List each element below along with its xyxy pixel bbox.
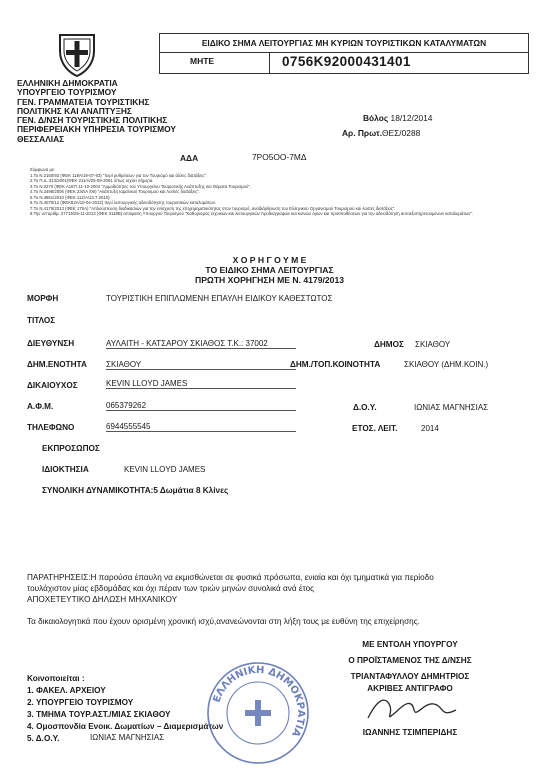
distribution-item: 3. ΤΜΗΜΑ ΤΟΥΡ.ΑΣΤ./ΜΙΑΣ ΣΚΙΑΘΟΥ	[27, 710, 171, 719]
reference-item: 4.Το Ν.3498/2006 (ΦΕΚ 230/Α /06) "Ανάπτυξη Ιαματικού Τουρισμού και Λοιπές διατάξεις".	[30, 189, 201, 194]
distribution-item: 1. ΦΑΚΕΛ. ΑΡΧΕΙΟΥ	[27, 686, 106, 695]
morfi-value: ΤΟΥΡΙΣΤΙΚΗ ΕΠΙΠΛΩΜΕΝΗ ΕΠΑΥΛΗ ΕΙΔΙΚΟΥ ΚΑΘΕΣΤΩΤΟΣ	[106, 294, 333, 303]
protocol-line	[342, 128, 420, 138]
municipal-unit-value: ΣΚΙΑΘΟΥ	[106, 360, 296, 370]
grant-line-1: Χ Ο Ρ Η Γ Ο Υ Μ Ε	[232, 255, 307, 265]
reference-item: 7.Το Ν.4179/2013 (ΦΕΚ 175Α) "Απλούστευση διαδικασιών για την ενίσχυση της επιχειρηματικότητας στον τουρισμό, αναδιάρθρωση του Ελληνικού Οργανισμού Τουρισμού και λοιπές διατάξεις".	[30, 205, 396, 211]
morfi-label: ΜΟΡΦΗ	[27, 294, 59, 303]
ministry-line: ΠΟΛΙΤΙΚΗΣ ΚΑΙ ΑΝΑΠΤΥΞΗΣ	[17, 105, 132, 116]
operation-year-value: 2014	[421, 424, 439, 433]
mhte-label: ΜΗΤΕ	[190, 56, 215, 66]
stamp-text: ΕΛΛΗΝΙΚΗ ΔΗΜΟΚΡΑΤΙΑ	[211, 664, 307, 739]
ownership-value: KEVIN LLOYD JAMES	[124, 465, 206, 474]
address-label: ΔΙΕΥΘΥΝΣΗ	[27, 339, 75, 348]
doy-value: ΙΩΝΙΑΣ ΜΑΓΝΗΣΙΑΣ	[414, 403, 489, 412]
reference-item: 6.Το Ν.4070/12 (ΦΕΚ82Α/10-04-2012) περί λειτουργικής αδειοδότησης τουριστικών καταλυμάτων.	[30, 200, 217, 205]
community-label: ΔΗΜ./ΤΟΠ.ΚΟΙΝΟΤΗΤΑ	[290, 360, 381, 369]
date-line	[363, 113, 432, 123]
dimos-value: ΣΚΙΑΘΟΥ	[415, 340, 451, 349]
municipal-unit-label: ΔΗΜ.ΕΝΟΤΗΤΑ	[27, 360, 87, 369]
signature-line-1: ΜΕ ΕΝΤΟΛΗ ΥΠΟΥΡΓΟΥ	[362, 640, 458, 649]
total-capacity: ΣΥΝΟΛΙΚΗ ΔΥΝΑΜΙΚΟΤΗΤΑ:5 Δωμάτια 8 Κλίνες	[42, 486, 229, 495]
reference-item: 8.Την υπ'αριθμ. 27715/29-11-2013 (ΦΕΚ 3118Β) απόφαση Υπουργού Τουρισμού "Καθορισμός τεχνικών και λειτουργικών προδιαγραφών και κοινών όρων και προϋποθέσεων για την αδειοδότηση αυτοεξυπηρετούμενων καταλυμάτων".	[30, 211, 474, 216]
signature-line-2: Ο ΠΡΟΪΣΤΑΜΕΝΟΣ ΤΗΣ Δ/ΝΣΗΣ	[348, 656, 472, 665]
city-label: Βόλος	[363, 113, 389, 123]
signature-line-4: ΑΚΡΙΒΕΣ ΑΝΤΙΓΡΑΦΟ	[367, 684, 453, 693]
distribution-item: 2. ΥΠΟΥΡΓΕΙΟ ΤΟΥΡΙΣΜΟΥ	[27, 698, 134, 707]
ministry-line: ΓΕΝ. ΓΡΑΜΜΑΤΕΙΑ ΤΟΥΡΙΣΤΙΚΗΣ	[17, 96, 150, 107]
phone-label: ΤΗΛΕΦΩΝΟ	[27, 423, 75, 432]
license-header-title: ΕΙΔΙΚΟ ΣΗΜΑ ΛΕΙΤΟΥΡΓΙΑΣ ΜΗ ΚΥΡΙΩΝ ΤΟΥΡΙΣΤΙΚΩΝ ΚΑΤΑΛΥΜΑΤΩΝ	[160, 34, 528, 53]
official-stamp-icon	[205, 660, 311, 766]
ada-label: ΑΔΑ	[180, 153, 199, 163]
ownership-label: ΙΔΙΟΚΤΗΣΙΑ	[42, 465, 89, 474]
afm-value: 065379262	[106, 401, 296, 411]
address-value: ΑΥΛΑΙΤΗ - ΚΑΤΣΑΡΟΥ ΣΚΙΑΘΟΣ Τ.Κ.: 37002	[106, 339, 296, 349]
handwritten-signature	[360, 692, 470, 728]
renewal-note: Τα δικαιολογητικά που έχουν ορισμένη χρονική ισχύ,ανανεώνονται στη λήξη τους με ευθύνη της επιχείρησης.	[27, 617, 420, 626]
representative-label: ΕΚΠΡΟΣΩΠΟΣ	[42, 444, 100, 453]
header-divider	[269, 52, 270, 73]
ministry-line: ΠΕΡΙΦΕΡΕΙΑΚΗ ΥΠΗΡΕΣΙΑ ΤΟΥΡΙΣΜΟΥ	[17, 124, 177, 135]
remarks-line-1: ΠΑΡΑΤΗΡΗΣΕΙΣ:Η παρούσα έπαυλη να εκμισθώνεται σε φυσικά πρόσωπα, ενιαία και όχι τμηματικά για περίοδο	[27, 573, 434, 582]
license-header-box	[159, 33, 529, 74]
remarks-line-2: τουλάχιστον μίας εβδομάδας και όχι πέραν των τριών μηνών συνολικά ανά έτος	[27, 584, 315, 593]
signature-line-3: ΤΡΙΑΝΤΑΦΥΛΛΟΥ ΔΗΜΗΤΡΙΟΣ	[350, 672, 470, 681]
references-heading: Σύμφωνα με:	[30, 167, 56, 172]
distribution-doy-value: ΙΩΝΙΑΣ ΜΑΓΝΗΣΙΑΣ	[90, 733, 165, 742]
remarks-line-3: ΑΠΟΧΕΤΕΥΤΙΚΟ ΔΗΛΩΣΗ ΜΗΧΑΝΙΚΟΥ	[27, 595, 178, 604]
phone-value: 6944555545	[106, 422, 296, 432]
ministry-line: ΥΠΟΥΡΓΕΙΟ ΤΟΥΡΙΣΜΟΥ	[17, 87, 117, 98]
ministry-block	[17, 79, 176, 144]
reference-item: 5.Το Ν.3861/2010 (ΦΕΚ 112/Α/13.7.2010).	[30, 194, 111, 200]
protocol-label: Αρ. Πρωτ.	[342, 128, 383, 138]
beneficiary-value: KEVIN LLOYD JAMES	[106, 379, 296, 389]
reference-item: 1.Το Ν.2160/93 (ΦΕΚ 118Α/19-07-93) "περί ρυθμίσεων για τον Τουρισμό και άλλες διατάξεις".	[30, 172, 208, 178]
ministry-line: ΘΕΣΣΑΛΙΑΣ	[17, 133, 65, 144]
dimos-label: ΔΗΜΟΣ	[374, 340, 404, 349]
ministry-line: ΓΕΝ. Δ/ΝΣΗ ΤΟΥΡΙΣΤΙΚΗΣ ΠΟΛΙΤΙΚΗΣ	[17, 115, 168, 126]
reference-item: 3.Το Ν.3270 (ΦΕΚ Α187/ 11-10-2004 "Αρμοδιότητες του Υπουργείου Τουριστικής Ανάπτυξης και Θέματα Τουρισμού".	[30, 183, 252, 189]
beneficiary-label: ΔΙΚΑΙΟΥΧΟΣ	[27, 381, 78, 390]
titlos-label: ΤΙΤΛΟΣ	[27, 316, 56, 325]
legal-references	[30, 167, 510, 217]
grant-line-2: ΤΟ ΕΙΔΙΚΟ ΣΗΜΑ ΛΕΙΤΟΥΡΓΙΑΣ	[205, 265, 334, 275]
distribution-item: 4. Ομοσπονδία Ενοικ. Δωματίων – Διαμερισμάτων	[27, 722, 224, 731]
ministry-line: ΕΛΛΗΝΙΚΗ ΔΗΜΟΚΡΑΤΙΑ	[17, 78, 118, 88]
distribution-heading: Κοινοποιείται :	[27, 674, 85, 683]
operation-year-label: ΕΤΟΣ. ΛΕΙΤ.	[352, 424, 398, 433]
mhte-number: 0756K92000431401	[282, 54, 411, 69]
grant-line-3: ΠΡΩΤΗ ΧΟΡΗΓΗΣΗ ΜΕ Ν. 4179/2013	[194, 275, 345, 285]
issue-date: 18/12/2014	[390, 113, 433, 123]
protocol-value: ΘΕΣ/0288	[382, 128, 421, 138]
doy-label: Δ.Ο.Υ.	[353, 403, 377, 412]
signatory-name: ΙΩΑΝΝΗΣ ΤΣΙΜΠΕΡΙΔΗΣ	[362, 728, 458, 737]
afm-label: Α.Φ.Μ.	[27, 402, 54, 411]
distribution-item: 5. Δ.Ο.Υ.	[27, 734, 60, 743]
community-value: ΣΚΙΑΘΟΥ (ΔΗΜ.ΚΟΙΝ.)	[404, 360, 489, 369]
reference-item: 2.Το Π.Δ. 313/2001(ΦΕΚ 211/Α/25-09-2001 όπως ισχύει σήμερα.	[30, 178, 154, 183]
greek-emblem-icon	[58, 33, 96, 77]
ada-value: 7ΡΟ5ΟΟ-7ΜΔ	[252, 152, 307, 162]
